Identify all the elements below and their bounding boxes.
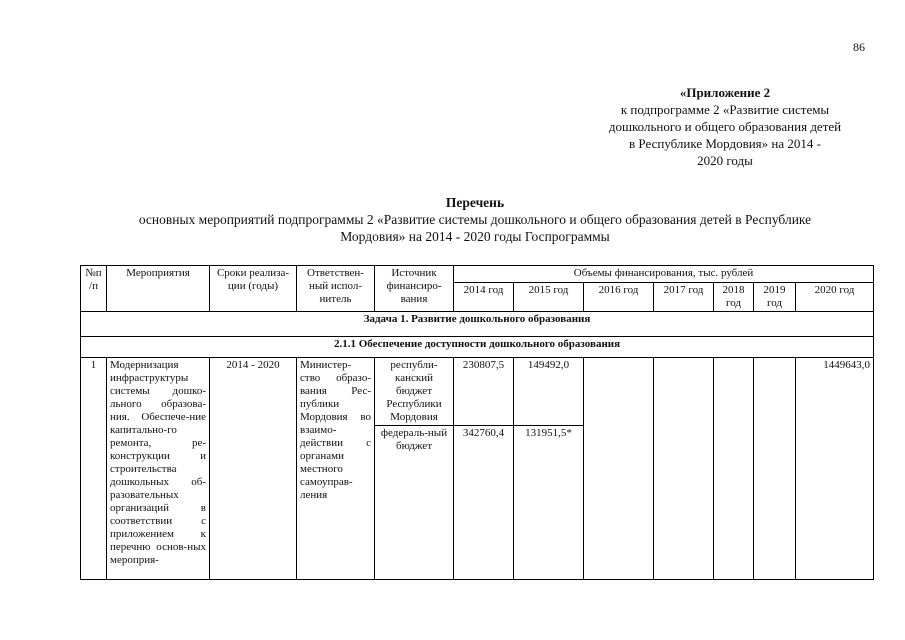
row-deadline: 2014 - 2020 <box>210 358 297 580</box>
row-value-2020: 1449643,0 <box>796 358 874 580</box>
appendix-line: в Республике Мордовия» на 2014 - <box>629 136 821 151</box>
header-responsible: Ответствен-ный испол-нитель <box>297 266 375 312</box>
header-deadline: Сроки реализа-ции (годы) <box>210 266 297 312</box>
header-year-2019: 2019 год <box>754 283 796 312</box>
row-value-2015-federal: 131951,5* <box>514 426 584 580</box>
header-funding-group: Объемы финансирования, тыс. рублей <box>454 266 874 283</box>
row-source-regional: республи-канский бюджет Республики Мордовия <box>375 358 454 426</box>
row-value-2014-regional: 230807,5 <box>454 358 514 426</box>
table-header-row <box>81 266 874 283</box>
row-value-2019 <box>754 358 796 580</box>
row-source-federal: федераль-ный бюджет <box>375 426 454 580</box>
row-activity: Модернизация инфраструктуры системы дошко-льного образова-ния. Обеспече-ние капитально-го ремонта, ре-конструкции и строительства дошкольных об-разовательных организаций в соответствии с приложением к перечню основ-ных мероприя- <box>107 358 210 580</box>
appendix-line: 2020 годы <box>697 153 753 168</box>
row-value-2015-regional: 149492,0 <box>514 358 584 426</box>
row-value-2016 <box>584 358 654 580</box>
table-row <box>81 358 874 426</box>
heading-title: Перечень <box>445 195 505 210</box>
activities-table <box>80 265 874 580</box>
heading-line: Мордовия» на 2014 - 2020 годы Госпрограммы <box>340 229 610 244</box>
subsection-heading: 2.1.1 Обеспечение доступности дошкольного образования <box>81 337 874 358</box>
header-source: Источник финансиро-вания <box>375 266 454 312</box>
row-value-2014-federal: 342760,4 <box>454 426 514 580</box>
row-value-2017 <box>654 358 714 580</box>
heading-line: основных мероприятий подпрограммы 2 «Развитие системы дошкольного и общего образования детей в Республике <box>138 212 812 227</box>
appendix-title: «Приложение 2 <box>679 85 771 100</box>
header-year-2014: 2014 год <box>454 283 514 312</box>
header-activity: Мероприятия <box>107 266 210 312</box>
header-num: №п /п <box>81 266 107 312</box>
header-year-2015: 2015 год <box>514 283 584 312</box>
row-responsible: Министер-ство образо-вания Рес-публики Мордовия во взаимо-действии с органами местного самоуправ-ления <box>297 358 375 580</box>
header-year-2016: 2016 год <box>584 283 654 312</box>
document-heading <box>90 194 860 245</box>
page-number: 86 <box>853 40 865 54</box>
appendix-line: дошкольного и общего образования детей <box>608 119 842 134</box>
header-year-2020: 2020 год <box>796 283 874 312</box>
row-number: 1 <box>81 358 107 580</box>
appendix-caption <box>560 84 890 169</box>
task-row <box>81 312 874 337</box>
subsection-row <box>81 337 874 358</box>
task-heading: Задача 1. Развитие дошкольного образования <box>81 312 874 337</box>
header-year-2017: 2017 год <box>654 283 714 312</box>
row-value-2018 <box>714 358 754 580</box>
appendix-line: к подпрограмме 2 «Развитие системы <box>620 102 830 117</box>
header-year-2018: 2018 год <box>714 283 754 312</box>
